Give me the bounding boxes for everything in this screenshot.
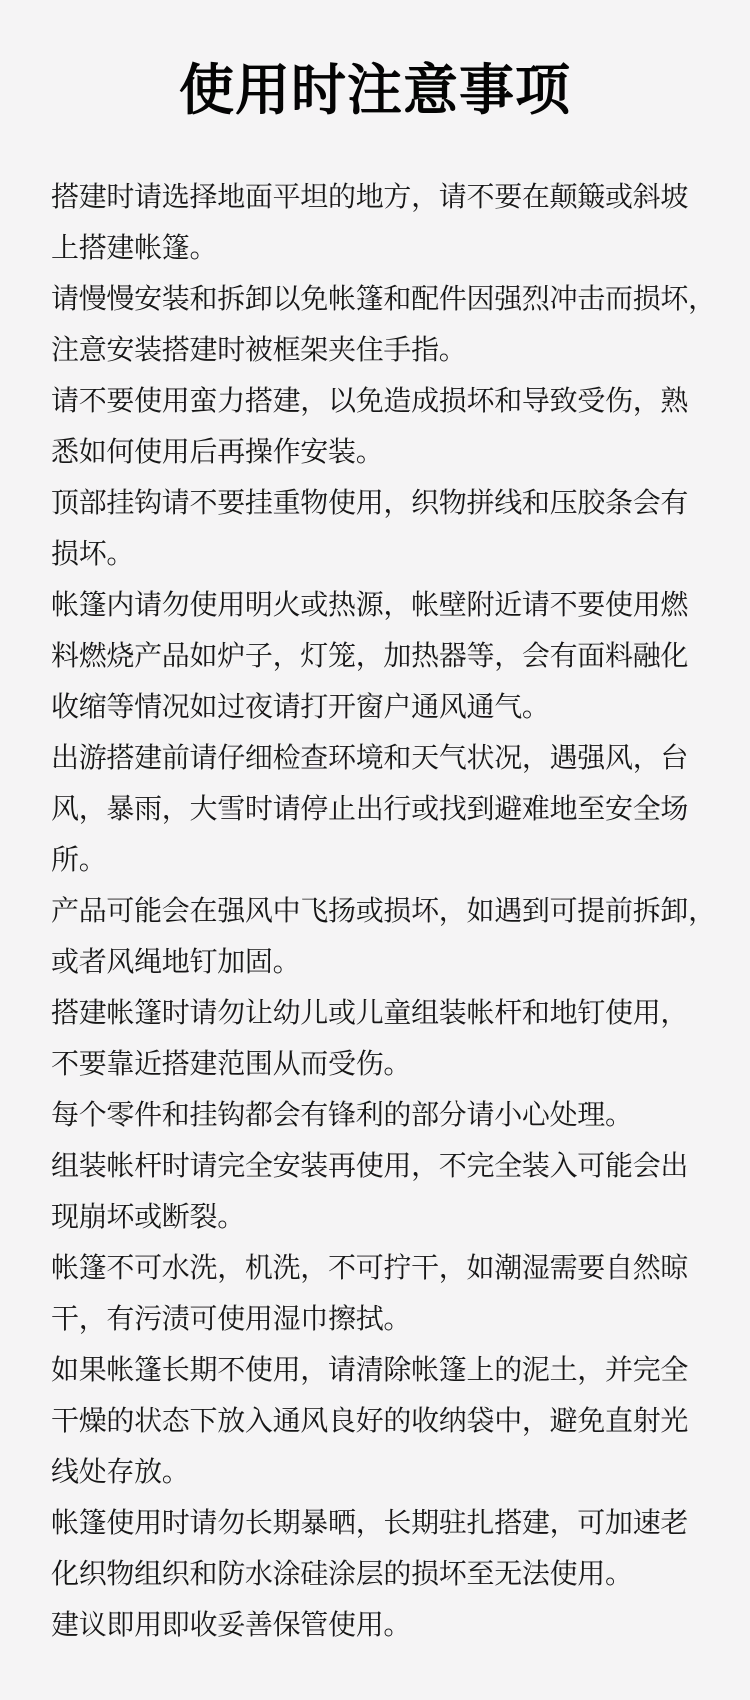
notice-line: 所。 [51,844,107,875]
notice-line: 组装帐杆时请完全安装再使用，不完全装入可能会出 [51,1150,689,1181]
notice-line: 上搭建帐篷。 [51,232,218,263]
notice-paragraph [51,1089,710,1140]
notice-line: 注意安装搭建时被框架夹住手指。 [51,334,467,365]
notice-paragraph [51,1344,710,1497]
notice-paragraph [51,1242,710,1344]
notice-line: 帐篷内请勿使用明火或热源，帐壁附近请不要使用燃 [51,589,689,620]
notice-line: 产品可能会在强风中飞扬或损坏，如遇到可提前拆卸， [51,895,716,926]
notice-line: 或者风绳地钉加固。 [51,946,301,977]
notice-paragraph [51,987,710,1089]
notice-line: 收缩等情况如过夜请打开窗户通风通气。 [51,691,550,722]
notice-body [0,171,750,1650]
notice-line: 建议即用即收妥善保管使用。 [51,1609,412,1640]
notice-paragraph [51,477,710,579]
notice-paragraph [51,732,710,885]
notice-line: 如果帐篷长期不使用，请清除帐篷上的泥土，并完全 [51,1354,689,1385]
notice-line: 化织物组织和防水涂硅涂层的损坏至无法使用。 [51,1558,633,1589]
notice-paragraph [51,273,716,375]
notice-line: 悉如何使用后再操作安装。 [51,436,384,467]
notice-paragraph [51,375,710,477]
notice-line: 干，有污渍可使用湿巾擦拭。 [51,1303,412,1334]
notice-paragraph [51,1140,710,1242]
notice-line: 出游搭建前请仔细检查环境和天气状况，遇强风，台 [51,742,689,773]
notice-line: 损坏。 [51,538,135,569]
notice-line: 顶部挂钩请不要挂重物使用，织物拼线和压胶条会有 [51,487,689,518]
notice-line: 不要靠近搭建范围从而受伤。 [51,1048,412,1079]
notice-title: 使用时注意事项 [178,59,571,121]
notice-line: 帐篷不可水洗，机洗，不可拧干，如潮湿需要自然晾 [51,1252,689,1283]
notice-paragraph [51,885,716,987]
notice-line: 搭建帐篷时请勿让幼儿或儿童组装帐杆和地钉使用， [51,997,689,1028]
notice-line: 请不要使用蛮力搭建，以免造成损坏和导致受伤，熟 [51,385,689,416]
notice-paragraph [51,579,710,732]
notice-line: 请慢慢安装和拆卸以免帐篷和配件因强烈冲击而损坏， [51,283,716,314]
notice-line: 线处存放。 [51,1456,190,1487]
notice-line: 风，暴雨，大雪时请停止出行或找到避难地至安全场 [51,793,689,824]
notice-paragraph [51,171,710,273]
notice-line: 料燃烧产品如炉子，灯笼，加热器等，会有面料融化 [51,640,689,671]
notice-line: 每个零件和挂钩都会有锋利的部分请小心处理。 [51,1099,633,1130]
notice-line: 干燥的状态下放入通风良好的收纳袋中，避免直射光 [51,1405,689,1436]
notice-paragraph [51,1497,710,1599]
notice-paragraph [51,1599,710,1650]
notice-line: 现崩坏或断裂。 [51,1201,245,1232]
notice-line: 搭建时请选择地面平坦的地方，请不要在颠簸或斜坡 [51,181,689,212]
notice-line: 帐篷使用时请勿长期暴晒，长期驻扎搭建，可加速老 [51,1507,689,1538]
